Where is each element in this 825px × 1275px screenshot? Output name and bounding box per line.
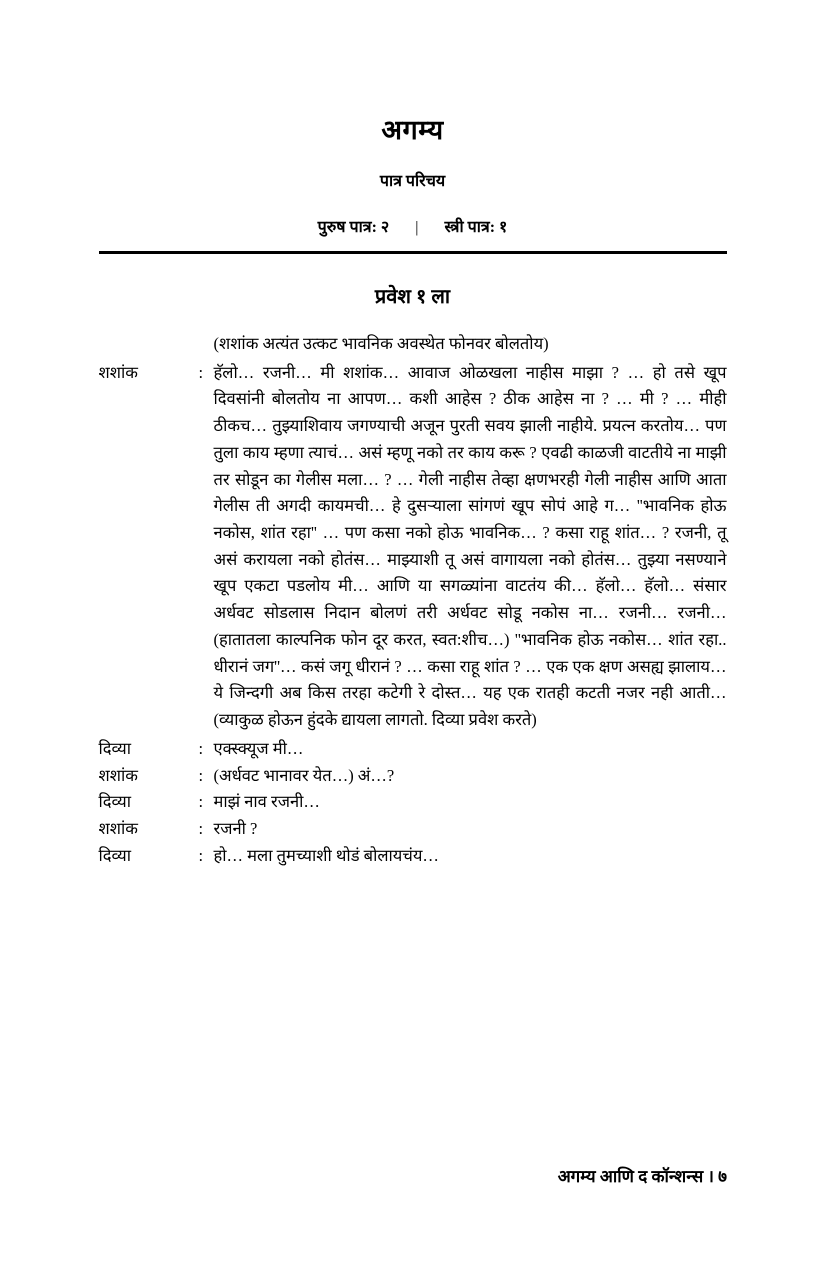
dialogue-text: एक्स्क्यूज मी… [213, 738, 304, 758]
page-footer: अगम्य आणि द कॉन्शन्स । ७ [557, 1167, 727, 1186]
male-cast-count: पुरुष पात्र: २ [317, 219, 390, 236]
dialogue-text: रजनी ? [213, 818, 258, 838]
dialogue-line [99, 360, 727, 734]
speaker-colon: : [198, 738, 204, 758]
dialogue-line [99, 763, 727, 790]
dialogue-text: माझं नाव रजनी… [213, 792, 320, 812]
section-subtitle: पात्र परिचय [379, 173, 446, 190]
horizontal-divider [99, 251, 727, 254]
scene-heading: प्रवेश १ ला [374, 286, 451, 308]
dialogue-line [99, 816, 727, 843]
script-body [99, 331, 727, 869]
speaker-colon: : [198, 845, 204, 865]
dialogue-text: (अर्धवट भानावर येत…) अं…? [213, 765, 395, 785]
speaker-colon: : [198, 818, 204, 838]
speaker-name: दिव्या [98, 792, 132, 812]
dialogue-text: हॅलो… रजनी… मी शशांक… आवाज ओळखला नाहीस माझा ? … हो तसे खूप दिवसांनी बोलतोय ना आपण… कशी आहेस ? ठीक आहेस ना ? … मी ? … मीही ठीकच… तुझ्याशिवाय जगण्याची अजून पुरती सवय झाली नाहीये. प्रयत्न करतोय… पण तुला काय म्हणा त्याचं… असं म्हणू नको तर काय करू ? एवढी काळजी वाटतीये ना माझी तर सोडून का गेलीस मला… ? … गेली नाहीस तेव्हा क्षणभरही गेली नाहीस आणि आता गेलीस ती अगदी कायमची… हे दुसऱ्याला सांगणं खूप सोपं आहे ग… ''भावनिक होऊ नकोस, शांत रहा'' … पण कसा नको होऊ भावनिक… ? कसा राहू शांत… ? रजनी, तू असं करायला नको होतंस… माझ्याशी तू असं वागायला नको होतंस… तुझ्या नसण्याने खूप एकटा पडलोय मी… आणि या सगळ्यांना वाटतंय की… हॅलो… हॅलो… संसार अर्धवट सोडलास निदान बोलणं तरी अर्धवट सोडू नकोस ना… रजनी… रजनी… (हातातला काल्पनिक फोन दूर करत, स्वत:शीच…) ''भावनिक होऊ नकोस… शांत रहा.. धीरानं जग''… कसं जगू धीरानं ? … कसा राहू शांत ? … एक एक क्षण असह्य झालाय… ये जिन्दगी अब किस तरहा कटेगी रे दोस्त… यह एक रातही कटती नजर नही आती… (व्याकुळ होऊन हुंदके द्यायला लागतो. दिव्या प्रवेश करते) [213, 362, 727, 730]
speaker-name: दिव्या [98, 845, 132, 865]
speaker-colon: : [198, 362, 204, 382]
speaker-name: शशांक [98, 765, 138, 785]
speaker-colon: : [198, 792, 204, 812]
speaker-name: शशांक [98, 362, 138, 382]
speaker-name: शशांक [98, 818, 138, 838]
cast-separator: | [415, 219, 419, 236]
dialogue-line [99, 843, 727, 870]
page-title: अगम्य [381, 115, 444, 145]
female-cast-count: स्त्री पात्र: १ [444, 219, 508, 236]
dialogue-line [99, 789, 727, 816]
stage-direction: (शशांक अत्यंत उत्कट भावनिक अवस्थेत फोनवर बोलतोय) [213, 334, 549, 353]
speaker-colon: : [198, 765, 204, 785]
dialogue-line [99, 736, 727, 763]
dialogue-text: हो… मला तुमच्याशी थोडं बोलायचंय… [213, 845, 439, 865]
cast-summary [0, 215, 825, 237]
speaker-name: दिव्या [98, 738, 132, 758]
